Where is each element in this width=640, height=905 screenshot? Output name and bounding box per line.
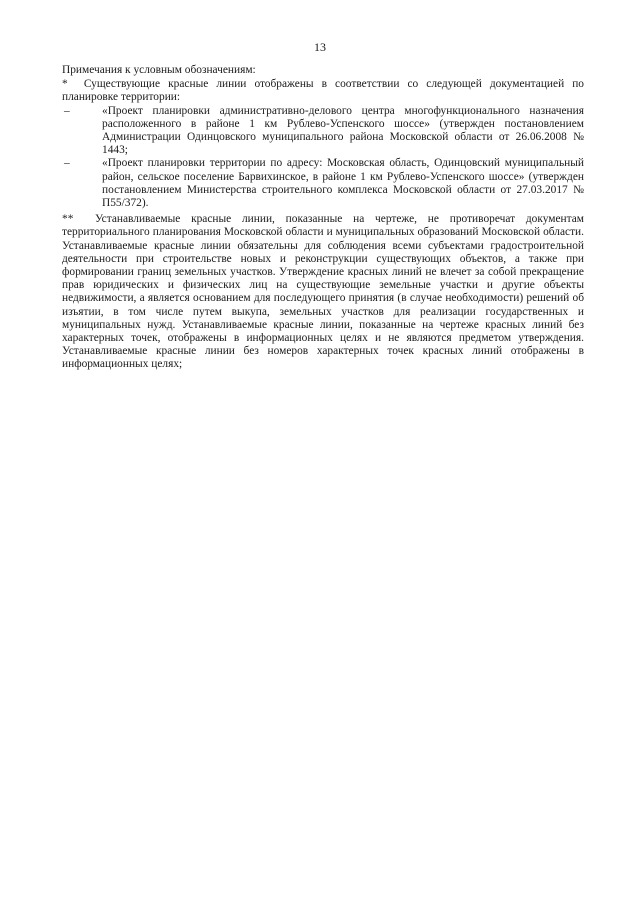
document-item-1-text: «Проект планировки административно-делового центра многофункционального назначения расположенного в районе 1 км Рублево-Успенского шоссе» (утвержден постановлением Администрации Одинцовского муниципального района Московской области от 26.06.2008 № 1443; <box>102 104 584 157</box>
page-number: 13 <box>314 40 326 54</box>
note-2-text: Устанавливаемые красные линии, показанные на чертеже, не противоречат документам территориального планирования Московской области и муниципальных образований Московской области. Устанавливаемые красные линии обязательны для соблюдения всеми субъектами градостроительной деятельности при строительстве новых и реконструкции существующих объектов, а также при формировании границ земельных участков. Утверждение красных линий не влечет за собой прекращение прав юридических и физических лиц на существующие земельные участки и другие объекты недвижимости, а является основанием для последующего принятия (в случае необходимости) решений об изъятии, в том числе путем выкупа, земельных участков для реализации государственных и муниципальных нужд. Устанавливаемые красные линии, показанные на чертеже красных линий без характерных точек, отображены в информационных целях и не являются предметом утверждения. Устанавливаемые красные линии без номеров характерных точек красных линий отображены в информационных целях; <box>62 213 585 371</box>
note-1 <box>62 78 584 104</box>
notes-section <box>62 64 584 372</box>
document-item-2 <box>62 157 584 210</box>
note-2-marker: ** <box>62 213 74 226</box>
note-1-marker: * <box>62 78 68 91</box>
note-1-text: Существующие красные линии отображены в соответствии со следующей документацией по планировке территории: <box>62 78 584 104</box>
document-item-1-marker: – <box>64 104 70 117</box>
document-item-2-marker: – <box>64 157 70 170</box>
notes-heading: Примечания к условным обозначениям: <box>62 64 256 76</box>
note-2 <box>62 213 584 371</box>
document-item-1 <box>62 105 584 158</box>
document-item-2-text: «Проект планировки территории по адресу: Московская область, Одинцовский муниципальный район, сельское поселение Барвихинское, в районе 1 км Рублево-Успенского шоссе» (утвержден постановлением Министерства строительного комплекса Московской области от 27.03.2017 № П55/372). <box>102 157 584 210</box>
